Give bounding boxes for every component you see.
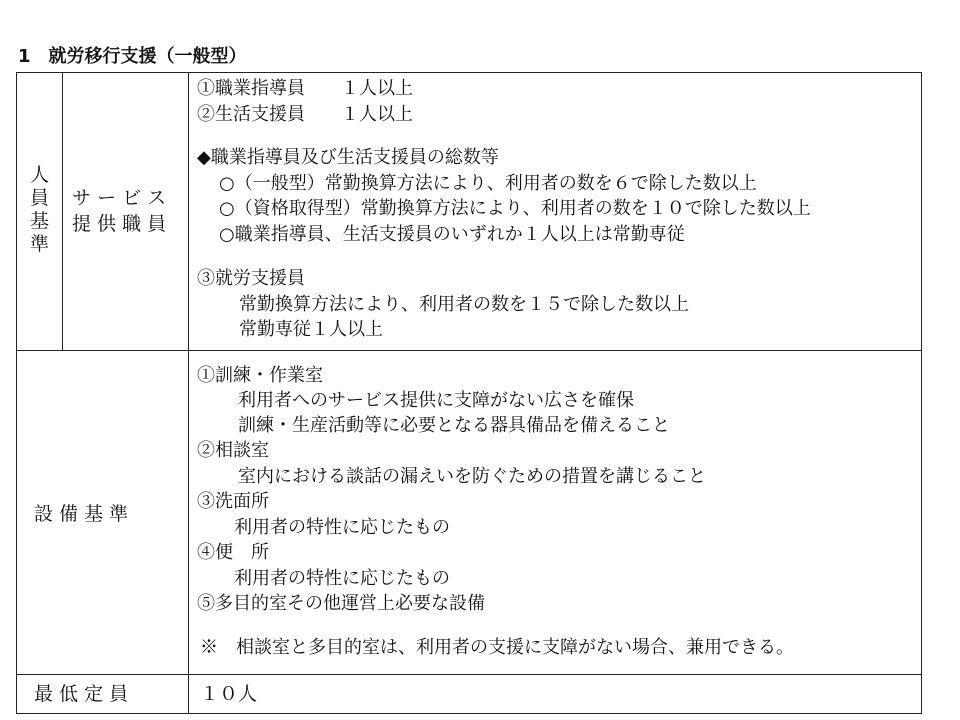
row-divider-facility-capacity [16, 674, 922, 675]
facility-line: ①訓練・作業室 [197, 365, 323, 386]
staff-label-char: 人 [29, 164, 49, 186]
staff-line: 常勤換算方法により、利用者の数を１５で除した数以上 [239, 294, 689, 315]
staff-line: ①職業指導員 １人以上 [197, 78, 413, 99]
facility-line: ③洗面所 [197, 491, 269, 512]
section-heading: 1 就労移行支援（一般型） [18, 46, 247, 67]
staff-label-char: 員 [29, 187, 49, 209]
facility-line: 利用者の特性に応じたもの [234, 517, 450, 538]
staff-label-char: 準 [29, 233, 49, 255]
staff-line: ③就労支援員 [197, 268, 305, 289]
facility-line: 室内における談話の漏えいを防ぐための措置を講じること [238, 466, 706, 487]
row-divider-staff-facility [16, 350, 922, 351]
staff-label-char: 基 [29, 210, 49, 232]
staff-standard-label [17, 164, 62, 256]
minimum-capacity-label: 最 低 定 員 [34, 683, 129, 705]
staff-line: ○（一般型）常勤換算方法により、利用者の数を６で除した数以上 [219, 173, 757, 194]
table-border-bottom [16, 713, 922, 714]
column-divider [188, 72, 189, 714]
staff-line: ◆職業指導員及び生活支援員の総数等 [197, 147, 499, 168]
facility-line: 利用者へのサービス提供に支障がない広さを確保 [238, 390, 634, 411]
table-border-top [16, 72, 922, 73]
staff-line: 常勤専従１人以上 [239, 319, 383, 340]
service-staff-label-line1: サ ー ビ ス [72, 187, 167, 209]
facility-standard-label: 設 備 基 準 [34, 503, 129, 525]
staff-line: ○職業指導員、生活支援員のいずれか１人以上は常勤専従 [219, 224, 685, 245]
facility-line: 利用者の特性に応じたもの [234, 568, 450, 589]
facility-line: ②相談室 [197, 440, 269, 461]
staff-line: ○（資格取得型）常勤換算方法により、利用者の数を１０で除した数以上 [219, 198, 811, 219]
minimum-capacity-value: １０人 [200, 683, 258, 705]
facility-note: ※ 相談室と多目的室は、利用者の支援に支障がない場合、兼用できる。 [200, 637, 794, 658]
staff-inner-divider [62, 72, 63, 350]
facility-line: ⑤多目的室その他運営上必要な設備 [197, 593, 485, 614]
service-staff-label-line2: 提 供 職 員 [72, 213, 167, 235]
facility-line: ④便 所 [197, 542, 269, 563]
facility-line: 訓練・生産活動等に必要となる器具備品を備えること [238, 415, 670, 436]
table-border-right [921, 72, 922, 714]
staff-line: ②生活支援員 １人以上 [197, 104, 413, 125]
